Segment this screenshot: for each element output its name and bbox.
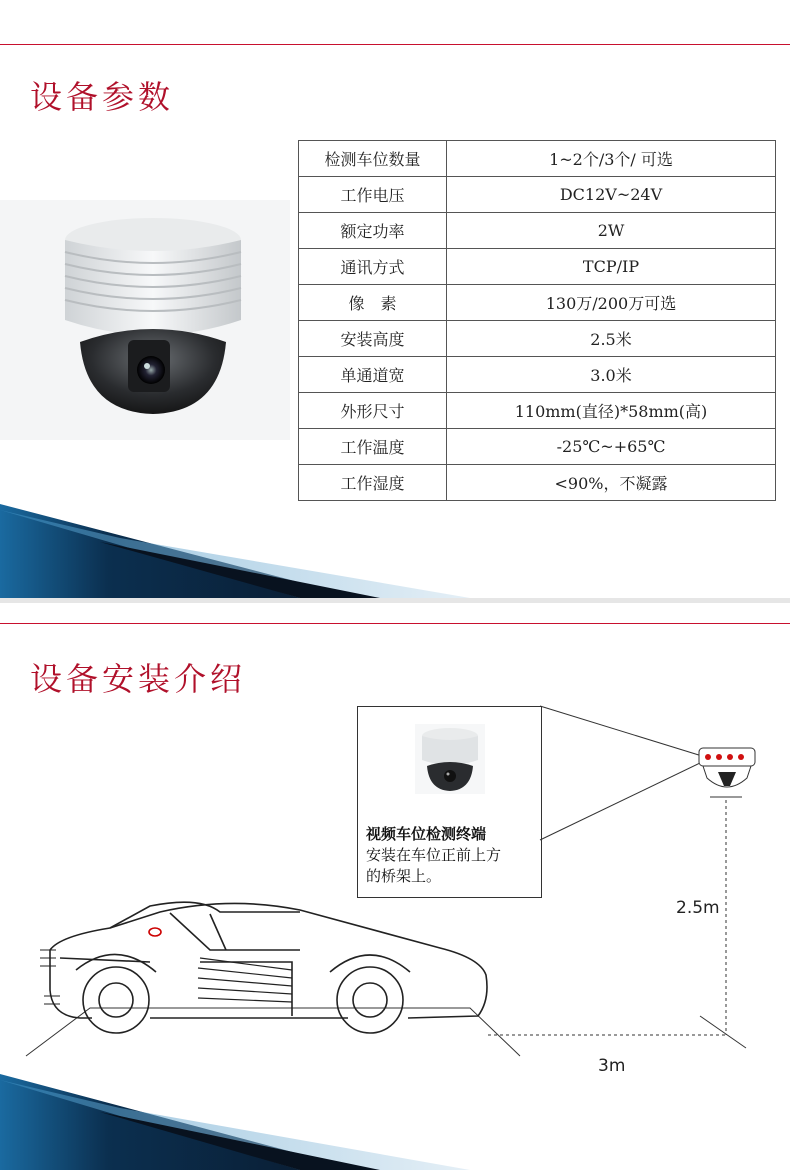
table-row	[299, 393, 776, 429]
spec-key: 工作湿度	[299, 465, 447, 501]
spec-table	[298, 140, 776, 501]
spec-key: 外形尺寸	[299, 393, 447, 429]
spec-value: DC12V~24V	[447, 177, 776, 213]
spec-key: 额定功率	[299, 213, 447, 249]
spec-key: 安装高度	[299, 321, 447, 357]
car-illustration	[40, 902, 487, 1033]
spec-value: -25℃~+65℃	[447, 429, 776, 465]
spec-value: <90%，不凝露	[447, 465, 776, 501]
install-diagram	[0, 700, 790, 1080]
table-row	[299, 321, 776, 357]
spec-key: 单通道宽	[299, 357, 447, 393]
section2-divider	[0, 623, 790, 624]
table-row	[299, 213, 776, 249]
spec-key: 通讯方式	[299, 249, 447, 285]
top-divider	[0, 44, 790, 45]
dome-camera-image	[0, 200, 290, 440]
callout-title: 视频车位检测终端	[366, 825, 487, 843]
decorative-swoosh	[0, 498, 790, 603]
spec-value: 3.0米	[447, 357, 776, 393]
mounted-camera-icon	[699, 748, 755, 797]
spec-value: 130万/200万可选	[447, 285, 776, 321]
width-dimension-label: 3m	[598, 1056, 626, 1076]
spec-key: 工作电压	[299, 177, 447, 213]
table-row	[299, 357, 776, 393]
spec-key: 工作温度	[299, 429, 447, 465]
section-title-params: 设备参数	[30, 78, 175, 116]
table-row	[299, 249, 776, 285]
decorative-swoosh-bottom	[0, 1068, 790, 1170]
table-row	[299, 465, 776, 501]
table-row	[299, 177, 776, 213]
spec-key: 像 素	[299, 285, 447, 321]
table-row	[299, 141, 776, 177]
section-title-install: 设备安装介绍	[30, 660, 247, 698]
spec-value: 2W	[447, 213, 776, 249]
spec-value: 1~2个/3个/ 可选	[447, 141, 776, 177]
callout-line2: 的桥架上。	[366, 867, 442, 885]
height-dimension-label: 2.5m	[676, 898, 720, 918]
callout-line1: 安装在车位正前上方	[366, 846, 502, 864]
table-row	[299, 429, 776, 465]
spec-value: 110mm(直径)*58mm(高)	[447, 393, 776, 429]
spec-value: TCP/IP	[447, 249, 776, 285]
spec-value: 2.5米	[447, 321, 776, 357]
spec-key: 检测车位数量	[299, 141, 447, 177]
table-row	[299, 285, 776, 321]
